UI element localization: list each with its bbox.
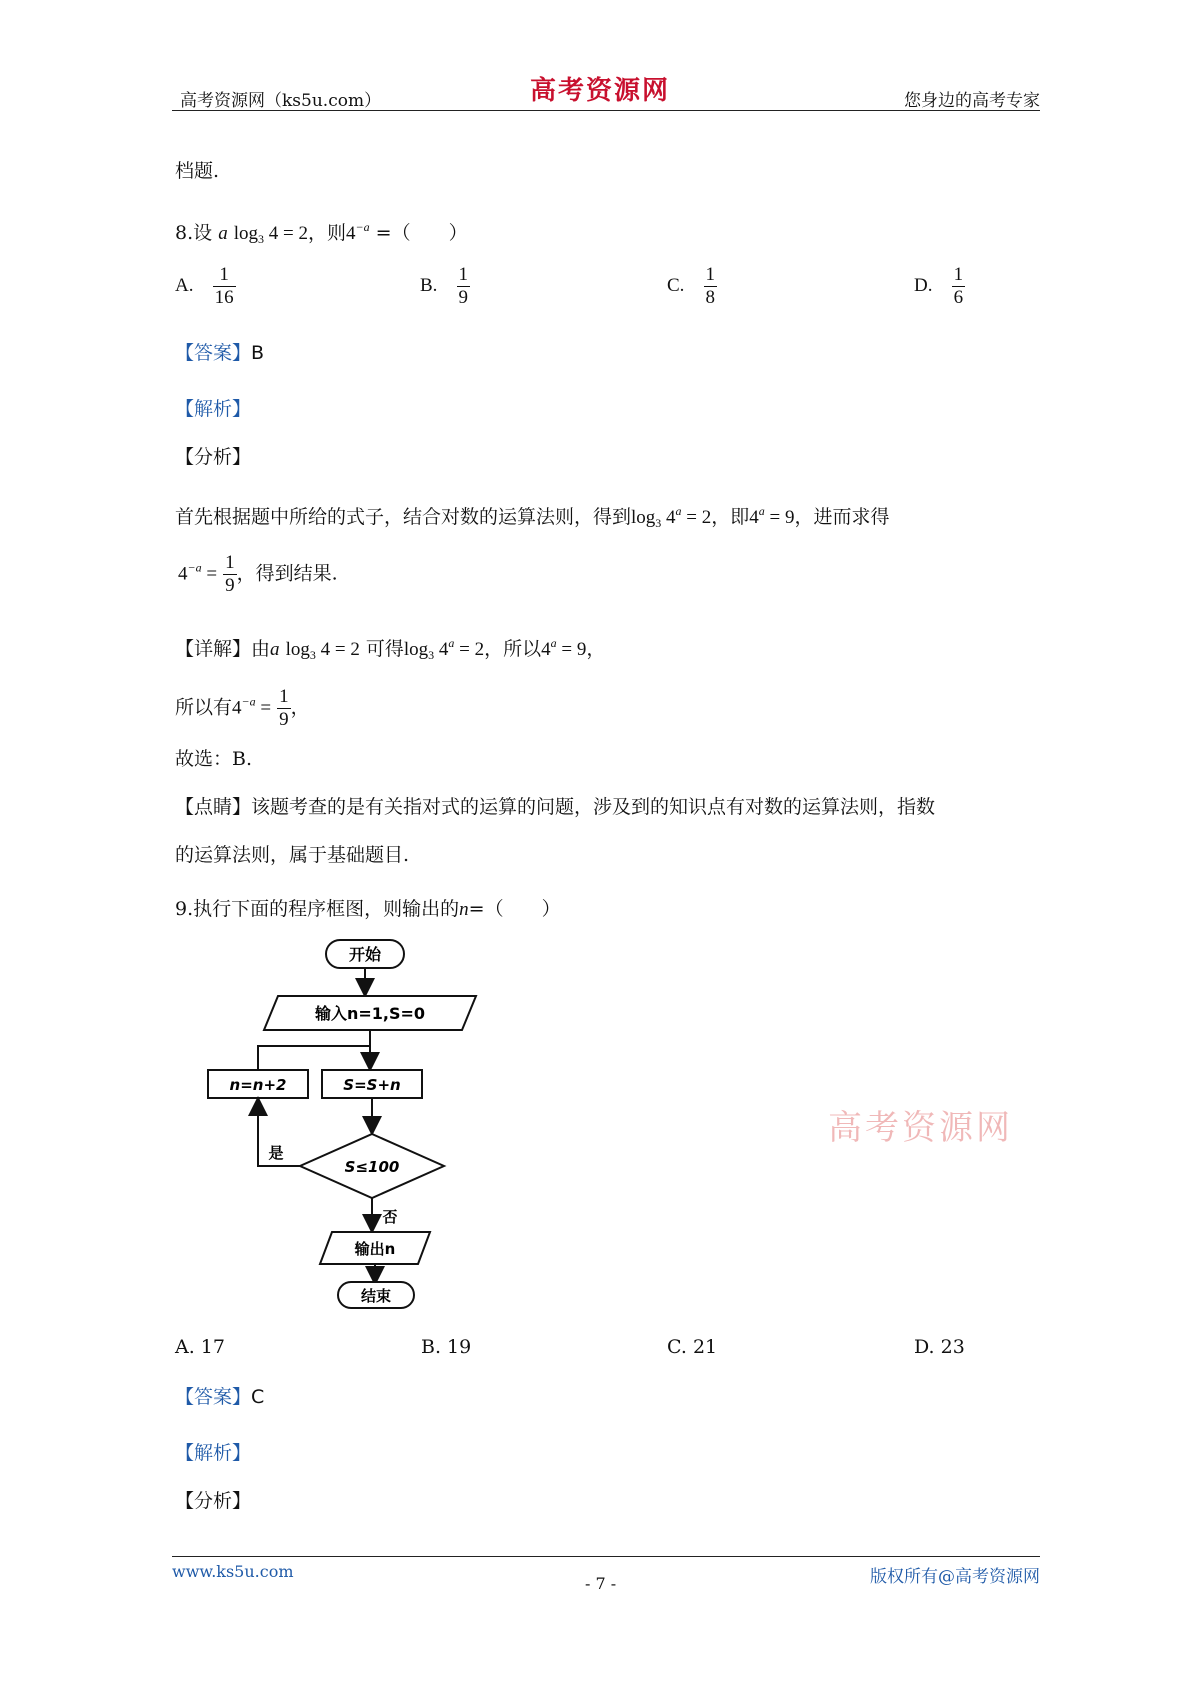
text: 该题考查的是有关指对式的运算的问题，涉及到的知识点有对数的运算法则，指数 [251,796,936,818]
flow-no-label: 否 [382,1208,398,1226]
frac-den: 8 [705,287,716,308]
exp: a [675,504,682,518]
answer-tag: 【答案】 [175,1386,252,1408]
q8-log-base: 3 [258,232,265,246]
footer-website-link[interactable]: www.ks5u.com [172,1562,294,1581]
dianjing-tag: 【点睛】 [175,796,252,818]
flowchart [200,938,490,1310]
eq: = [201,563,218,585]
eq-rest: = 9 [764,507,795,528]
q8-so-line [175,686,310,731]
watermark: 高考资源网 [828,1108,1013,1148]
flow-end-label: 结束 [360,1287,392,1305]
q9-text: 执行下面的程序框图，则输出的 [193,898,460,920]
frac-den: 6 [953,287,964,308]
q8-prefix: 设 [193,222,213,244]
flow-update-s-label: S=S+n [343,1076,401,1094]
prev-question-tail: 档题. [175,160,220,182]
text: 由 [251,638,271,660]
frac-num: 1 [458,264,469,285]
frac-den: 9 [279,709,289,730]
q9-option-c: C. 21 [667,1336,718,1358]
q9-option-a: A. 17 [175,1336,225,1358]
q8-choose: 故选：B. [175,748,253,770]
log-base: 3 [309,648,316,662]
eq: = [255,697,272,719]
flow-input-label: 输入n=1,S=0 [314,1004,426,1023]
text: ， [290,696,310,719]
flow-start-label: 开始 [348,945,382,964]
q8-lhs-exp: −a [355,220,370,234]
q8-mid: ，则 [308,222,347,244]
frac-num: 1 [705,264,716,285]
q9-answer [175,1384,264,1410]
q9-option-d: D. 23 [914,1336,965,1358]
q8-fenxi-tag: 【分析】 [175,446,252,468]
q8-option-a [175,264,236,309]
option-label: D. [914,275,933,296]
q8-dianjing-line1 [175,794,935,820]
frac-num: 1 [225,552,235,573]
flow-update-n-label: n=n+2 [229,1076,287,1094]
q8-eq-rest: 4 = 2 [264,223,308,244]
answer-value: B [251,342,265,364]
base: 4 [232,697,242,719]
text: 首先根据题中所给的式子，结合对数的运算法则，得到 [175,506,632,528]
q8-fenxi-line2 [178,552,338,597]
q8-tail: =（ ） [369,222,468,244]
option-label: B. [420,275,438,296]
var-a: a [270,639,280,660]
q8-analysis-tag: 【解析】 [175,398,252,420]
flow-yes-label: 是 [268,1144,284,1162]
eq-rest: = 2 [681,507,712,528]
q9-analysis-tag: 【解析】 [175,1442,252,1464]
flow-output-label: 输出n [354,1240,396,1258]
option-fraction [213,264,236,309]
q8-var-a: a [218,223,228,244]
q8-option-c [667,264,717,309]
page-number: - 7 - [585,1574,617,1593]
answer-value: C [251,1386,265,1408]
log-base: 3 [428,648,435,662]
footer-divider [172,1556,1040,1557]
log: log [631,507,656,528]
text: ，即 [711,506,750,528]
q8-fenxi-line1 [175,498,890,536]
eq-rest: 4 = 2 [315,639,360,660]
q9-fenxi-tag: 【分析】 [175,1490,252,1512]
text: 可得 [359,638,404,660]
eq-rest: = 9 [556,639,587,660]
q9-var: n [459,899,469,920]
header-slogan: 您身边的高考专家 [904,91,1040,111]
text: ，进而求得 [794,506,890,528]
answer-tag: 【答案】 [175,342,252,364]
detail-tag: 【详解】 [175,638,252,660]
log-base: 3 [655,516,662,530]
exp: a [448,636,455,650]
log-arg: 4 [434,639,449,660]
log: log [285,639,310,660]
log-arg: 4 [661,507,676,528]
exp: a [758,504,765,518]
q8-option-d [914,264,965,309]
eq-rest: = 2 [454,639,485,660]
text: ，所以 [484,638,542,660]
exp: −a [241,694,256,709]
q8-detail [175,630,605,668]
q9-number: 9. [175,898,194,920]
q8-log: log [233,223,259,244]
frac-num: 1 [953,264,964,285]
q8-number: 8. [175,222,194,244]
option-label: C. [667,275,685,296]
base: 4 [178,563,188,585]
exp: −a [187,560,202,575]
q8-answer [175,340,264,366]
q8-stem [175,214,468,252]
header-logo: 高考资源网 [530,76,671,106]
base: 4 [749,507,759,528]
q8-option-b [420,264,470,309]
option-fraction [457,264,471,309]
frac-den: 9 [225,575,235,596]
frac-num: 1 [213,264,236,287]
text: 所以有 [175,696,233,719]
frac-den: 9 [458,287,469,308]
flow-condition-label: S≤100 [344,1158,400,1176]
text: ，得到结果. [236,562,338,585]
frac-num: 1 [279,686,289,707]
base: 4 [541,639,551,660]
q8-lhs-base: 4 [346,223,356,244]
q9-tail: =（ ） [468,898,561,920]
log: log [403,639,429,660]
fraction [223,552,237,597]
q9-stem [175,896,561,923]
q9-option-b: B. 19 [421,1336,472,1358]
option-label: A. [175,275,194,296]
header-site-name: 高考资源网（ks5u.com） [180,91,382,111]
header-divider [172,110,1040,111]
fraction [277,686,291,731]
option-fraction [704,264,718,309]
option-fraction [952,264,966,309]
flow-loop-line [258,1046,370,1070]
exp: a [550,636,557,650]
text: ， [586,638,606,660]
q8-dianjing-line2: 的运算法则，属于基础题目. [175,844,410,866]
footer-copyright: 版权所有@高考资源网 [870,1567,1040,1587]
frac-den: 16 [214,287,234,308]
